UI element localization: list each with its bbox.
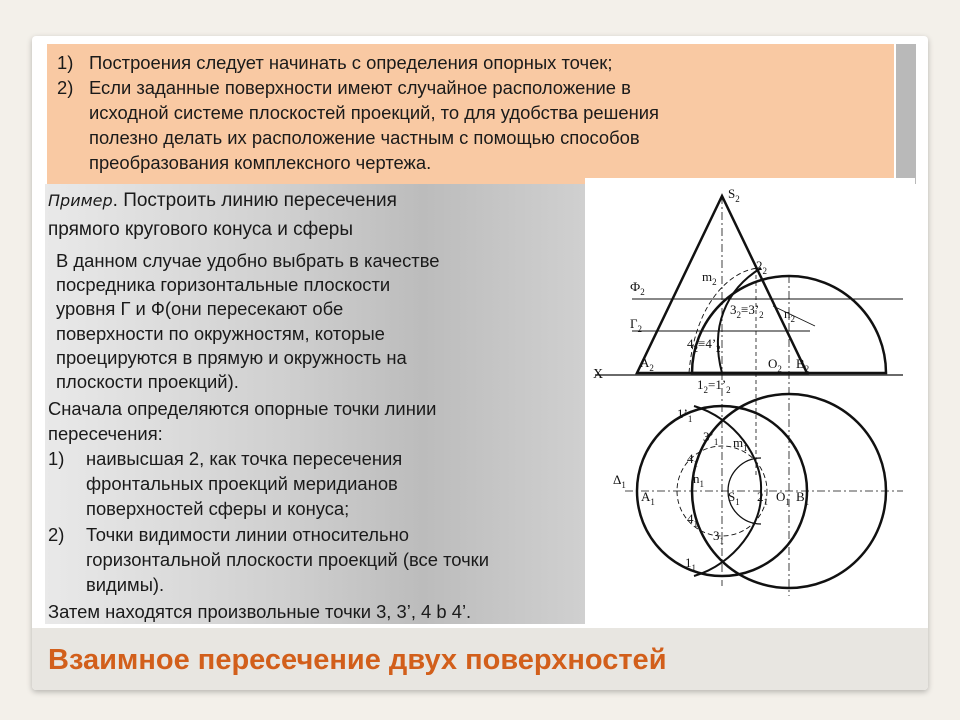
label-x: X [593, 367, 604, 382]
label-4prime-1: $4_1$ [687, 511, 698, 529]
note-1-number: 1) [57, 52, 74, 73]
label-n1: $n_1$ [693, 471, 704, 489]
list-1-number: 1) [48, 448, 65, 469]
label-s2: $S_2$ [728, 186, 740, 204]
label-1-1: $1_1$ [685, 555, 696, 573]
closing-line: Затем находятся произвольные точки 3, 3’, 4 b 4’. [48, 601, 472, 622]
note-2-number: 2) [57, 77, 74, 98]
list-2-line: горизонтальной плоскости проекций (все точки [86, 549, 490, 570]
label-3prime-1: $3’_1$ [703, 429, 719, 447]
label-delta1: $\Delta_1$ [613, 472, 626, 490]
label-4-1: $4_1$ [687, 451, 698, 469]
label-m1: $m_1$ [733, 435, 748, 453]
label-1-2: $1_2=1’_2$ [697, 377, 731, 395]
note-2-line: исходной системе плоскостей проекций, то для удобства решения [89, 102, 659, 123]
note-1-line: Построения следует начинать с определения опорных точек; [89, 52, 613, 73]
list-2-line: видимы). [86, 574, 165, 595]
label-a1: $A_1$ [641, 489, 655, 507]
example-title-1: . Построить линию пересечения [112, 190, 397, 211]
label-o1: $O_1$ [776, 489, 790, 507]
label-1prime-1: $1’_1$ [677, 406, 693, 424]
example-italic: Пример [48, 191, 113, 210]
list-1-line: наивысшая 2, как точка пересечения [86, 448, 403, 469]
construction-drawing [585, 178, 915, 626]
label-s1: $S_1$ [728, 489, 740, 507]
note-2-line: полезно делать их расположение частным с помощью способов [89, 127, 640, 148]
list-2-line: Точки видимости линии относительно [86, 524, 409, 545]
note-2-line: преобразования комплексного чертежа. [89, 152, 432, 173]
label-o2: $O_2$ [768, 356, 782, 374]
list-1-line: фронтальных проекций меридианов [86, 473, 398, 494]
note-2-line: Если заданные поверхности имеют случайное расположение в [89, 77, 631, 98]
example-heading [48, 189, 397, 212]
list-1-line: поверхностей сферы и конуса; [86, 498, 350, 519]
decor-bar [896, 44, 916, 184]
label-3-1: $3_1$ [713, 528, 724, 546]
list-2-number: 2) [48, 524, 65, 545]
paragraph-1-line: плоскости проекций). [56, 371, 239, 392]
label-b1: $B_1$ [796, 489, 810, 507]
label-2-2: $2_2$ [756, 258, 767, 276]
paragraph-1-line: уровня Г и Ф(они пересекают обе [56, 298, 344, 319]
label-n2: $n_2$ [784, 306, 795, 324]
example-title-2: прямого кругового конуса и сферы [48, 219, 354, 240]
label-4-2: $4_2\equiv 4’_2$ [687, 336, 721, 354]
label-m2: $m_2$ [702, 269, 717, 287]
label-b2: $B_2$ [796, 356, 810, 374]
paragraph-1-line: В данном случае удобно выбрать в качестве [56, 250, 440, 271]
intersection-curve-front [718, 268, 761, 373]
slide-title: Взаимное пересечение двух поверхностей [48, 644, 667, 676]
label-phi2: $Ф_2$ [630, 279, 645, 297]
label-3-2: $3_2\equiv 3’_2$ [730, 302, 764, 320]
paragraph-1-line: поверхности по окружностям, которые [56, 323, 385, 344]
label-2-1: $2_1$ [757, 489, 768, 507]
label-gamma2: $Г_2$ [630, 316, 643, 334]
paragraph-1-line: посредника горизонтальные плоскости [56, 274, 391, 295]
label-a2: $A_2$ [640, 355, 654, 373]
notes-box [47, 44, 894, 184]
paragraph-2-line: Сначала определяются опорные точки линии [48, 398, 437, 419]
paragraph-1-line: проецируются в прямую и окружность на [56, 347, 407, 368]
paragraph-2-line: пересечения: [48, 423, 163, 444]
